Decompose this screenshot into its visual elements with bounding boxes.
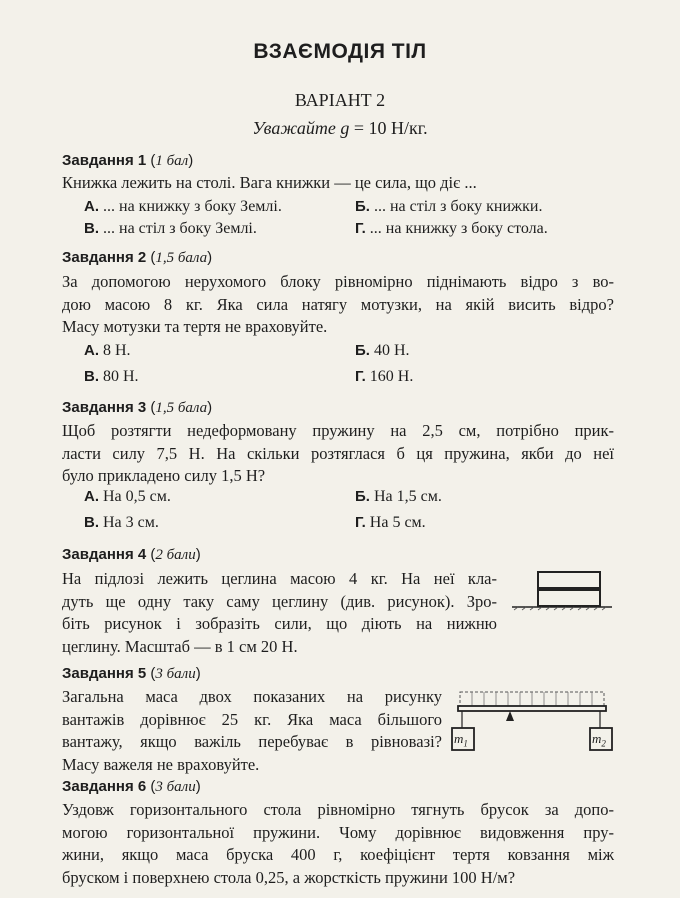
- task-6-line: Уздовж горизонтального стола рівномірно тягнуть брусок за допо-: [62, 800, 614, 819]
- task-5-line: вантажів дорівнює 25 кг. Яка маса більшого: [62, 709, 442, 729]
- task-4-points: 2 бали: [155, 547, 196, 563]
- task-5-line: вантажу, якщо важіль перебуває в рівновазі?: [62, 732, 442, 751]
- task-4-line: дуть ще одну таку саму цеглину (див. рисунок). Зро-: [62, 591, 497, 611]
- m1-label: $m_1$: [454, 731, 468, 749]
- task-3-option-v: В. На 3 см.: [84, 514, 159, 531]
- task-2-line: дою масою 8 кг. Яка сила натягу мотузки, на якій висить відро?: [62, 294, 614, 314]
- task-6-text: [62, 799, 614, 889]
- gravity-note: [0, 118, 680, 139]
- top-brick: [538, 572, 600, 588]
- task-4-line: цеглину. Масштаб — в 1 см 20 Н.: [62, 636, 298, 656]
- task-2-option-g: Г. 160 Н.: [355, 368, 414, 385]
- task-1-text: [62, 172, 614, 195]
- task-1-option-b: Б. ... на стіл з боку книжки.: [355, 198, 543, 215]
- task-2-text: [62, 271, 614, 339]
- task-2-option-v: В. 80 Н.: [84, 368, 139, 385]
- task-1-option-v: В. ... на стіл з боку Землі.: [84, 220, 257, 237]
- page-title: ВЗАЄМОДІЯ ТІЛ: [253, 40, 427, 63]
- task-2-line: Масу мотузки та тертя не враховуйте.: [62, 317, 328, 336]
- task-3-option-g: Г. На 5 см.: [355, 514, 426, 531]
- task-5-label: Завдання 5: [62, 665, 147, 682]
- task-3-option-b: Б. На 1,5 см.: [355, 488, 442, 505]
- task-4-line: біть рисунок і зобразіть сили, що діють на нижню: [62, 614, 497, 633]
- task-3-label: Завдання 3: [62, 399, 147, 416]
- task-5-line: Масу важеля не враховуйте.: [62, 754, 260, 774]
- task-4-text: [62, 568, 497, 658]
- variant-label: ВАРІАНТ 2: [294, 90, 386, 110]
- task-6-points: 3 бали: [155, 779, 196, 795]
- task-6-line: жини, якщо маса бруска 400 г, коефіцієнт тертя ковзання між: [62, 845, 614, 864]
- task-2-points: 1,5 бала: [155, 250, 208, 266]
- task-2-option-a: А. 8 Н.: [84, 342, 131, 359]
- task-6-line: могою горизонтальної пружини. Чому дорівнює видовження пру-: [62, 822, 614, 842]
- task-2-heading: Завдання 2 (1,5 бала): [62, 249, 213, 266]
- task-3-line: Щоб розтягти недеформовану пружину на 2,5 см, потрібно прик-: [62, 421, 614, 440]
- task-1-line: Книжка лежить на столі. Вага книжки — це сила, що діє ...: [62, 173, 477, 192]
- lever-figure: [448, 688, 616, 760]
- lever-bar: [458, 706, 606, 711]
- m2-label: $m_2$: [592, 731, 606, 749]
- task-3-heading: Завдання 3 (1,5 бала): [62, 399, 213, 416]
- task-4-heading: Завдання 4 (2 бали): [62, 546, 201, 563]
- task-1-label: Завдання 1: [62, 152, 147, 169]
- note-prefix: Уважайте: [252, 118, 336, 138]
- note-var: g: [340, 118, 350, 138]
- task-5-points: 3 бали: [155, 666, 196, 682]
- lever-scale-ticks: [472, 692, 592, 706]
- task-2-label: Завдання 2: [62, 249, 147, 266]
- task-2-option-b: Б. 40 Н.: [355, 342, 410, 359]
- task-3-line: ласти силу 7,5 Н. На скільки розтяглася б ця пружина, якби до неї: [62, 443, 614, 463]
- task-4-label: Завдання 4: [62, 546, 147, 563]
- lever-drawing: [448, 688, 616, 760]
- task-3-points: 1,5 бала: [155, 400, 208, 416]
- task-3-text: [62, 420, 614, 488]
- task-3-option-a: А. На 0,5 см.: [84, 488, 171, 505]
- task-6-line: бруском і поверхнею стола 0,25, а жорсткість пружини 100 Н/м?: [62, 867, 516, 887]
- task-6-label: Завдання 6: [62, 778, 147, 795]
- task-5-text: [62, 686, 442, 776]
- task-5-line: Загальна маса двох показаних на рисунку: [62, 687, 442, 706]
- task-1-points: 1 бал: [155, 153, 189, 169]
- task-6-heading: Завдання 6 (3 бали): [62, 778, 201, 795]
- task-1-option-g: Г. ... на книжку з боку стола.: [355, 220, 548, 237]
- note-value: = 10 Н/кг.: [353, 118, 428, 138]
- task-2-line: За допомогою нерухомого блоку рівномірно піднімають відро з во-: [62, 272, 614, 291]
- task-1-heading: Завдання 1 (1 бал): [62, 152, 194, 169]
- task-5-heading: Завдання 5 (3 бали): [62, 665, 201, 682]
- bottom-brick: [538, 590, 600, 606]
- task-4-line: На підлозі лежить цеглина масою 4 кг. На неї кла-: [62, 569, 497, 588]
- task-3-line: було прикладено силу 1,5 Н?: [62, 466, 266, 485]
- task-1-option-a: А. ... на книжку з боку Землі.: [84, 198, 282, 215]
- bricks-figure: [510, 566, 614, 622]
- lever-fulcrum: [506, 711, 514, 721]
